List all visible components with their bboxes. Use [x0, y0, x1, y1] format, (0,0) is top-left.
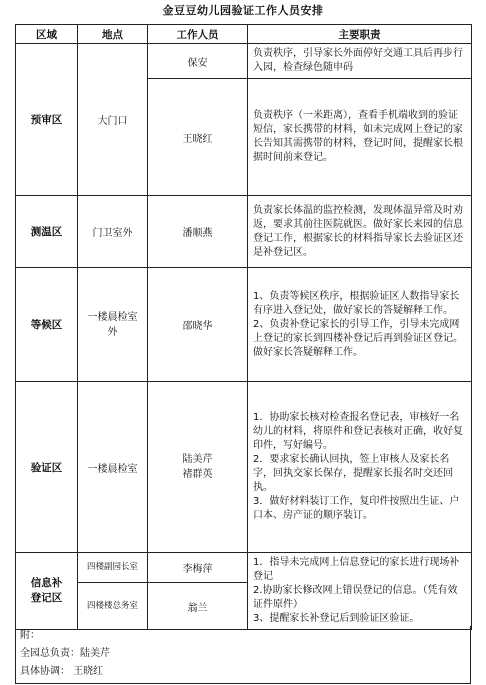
duty-item: 3．做好材料装订工作，复印件按照出生证、户口本、房产证的顺序装订。 — [253, 496, 460, 521]
duty-item: 2.协助家长修改网上错误登记的信息。（凭有效证件原件） — [253, 585, 458, 610]
table-header-row — [16, 25, 472, 44]
staff-cell: 李梅萍 — [148, 553, 248, 583]
area-cell: 测温区 — [16, 196, 78, 268]
header-area: 区域 — [16, 25, 78, 44]
duty-cell: 负责家长体温的监控检测，发现体温异常及时劝返，要求其前往医院就医。做好家长来园的信息登记工作，根据家长的材料指导家长去验证区还是补登记区。 — [248, 196, 472, 268]
duty-cell: 负责秩序（一米距离），查看手机端收到的验证短信，家长携带的材料，如未完成网上登记的家长告知其需携带的材料，登记时间，提醒家长根据时间前来登记。 — [248, 79, 472, 196]
table-row — [16, 553, 472, 583]
staff-cell: 邵晓华 — [148, 268, 248, 382]
header-duty: 主要职责 — [248, 25, 472, 44]
area-cell: 预审区 — [16, 44, 78, 196]
footer-note-label: 附： — [20, 630, 40, 641]
location-cell: 门卫室外 — [78, 196, 148, 268]
duty-item: 1．指导未完成网上信息登记的家长进行现场补登记 — [253, 557, 460, 582]
table-row — [16, 196, 472, 268]
duty-cell — [248, 268, 472, 382]
duty-cell: 负责秩序，引导家长外面停好交通工具后再步行入园，检查绿色随申码 — [248, 44, 472, 79]
duty-item: 1．协助家长核对检查报名登记表，审核好一名幼儿的材料，将原件和登记表核对正确，收好复印件，写好编号。 — [253, 412, 463, 451]
header-staff: 工作人员 — [148, 25, 248, 44]
table-row — [16, 44, 472, 79]
header-location: 地点 — [78, 25, 148, 44]
duty-cell — [248, 382, 472, 553]
duty-item: 2、负责补登记家长的引导工作，引导未完成网上登记的家长到四楼补登记后再到验证区登记。做好家长答疑解释工作。 — [253, 318, 463, 358]
area-cell: 等候区 — [16, 268, 78, 382]
location-cell: 一楼晨检室 — [78, 382, 148, 553]
table-row — [16, 382, 472, 553]
staff-cell: 潘顺燕 — [148, 196, 248, 268]
area-cell: 信息补 登记区 — [16, 553, 78, 630]
staff-cell: 保安 — [148, 44, 248, 79]
page-title: 金豆豆幼儿园验证工作人员安排 — [162, 4, 324, 17]
location-cell: 一楼晨检室外 — [78, 268, 148, 382]
duty-item: 2．要求家长确认回执，签上审核人及家长名字，回执交家长保存，提醒家长报名时交还回执。 — [253, 454, 453, 493]
location-cell: 四楼楼总务室 — [78, 583, 148, 630]
coordinator: 具体协调： 王晓红 — [20, 666, 104, 677]
staff-cell: 陆美芹 褚群英 — [148, 382, 248, 553]
chief-responsible: 全园总负责：陆美芹 — [20, 648, 110, 659]
staff-cell: 王晓红 — [148, 79, 248, 196]
staff-cell: 翁兰 — [148, 583, 248, 630]
duty-item: 1、负责等候区秩序，根据验证区人数指导家长有序进入登记处，做好家长的答疑解释工作。 — [253, 290, 460, 316]
duty-cell — [248, 553, 472, 630]
table-row — [16, 268, 472, 382]
staff-arrangement-table — [15, 24, 472, 630]
footer-notes — [15, 626, 471, 684]
area-cell: 验证区 — [16, 382, 78, 553]
location-cell: 大门口 — [78, 44, 148, 196]
duty-item: 3、提醒家长补登记后到验证区验证。 — [253, 613, 420, 624]
location-cell: 四楼副园长室 — [78, 553, 148, 583]
